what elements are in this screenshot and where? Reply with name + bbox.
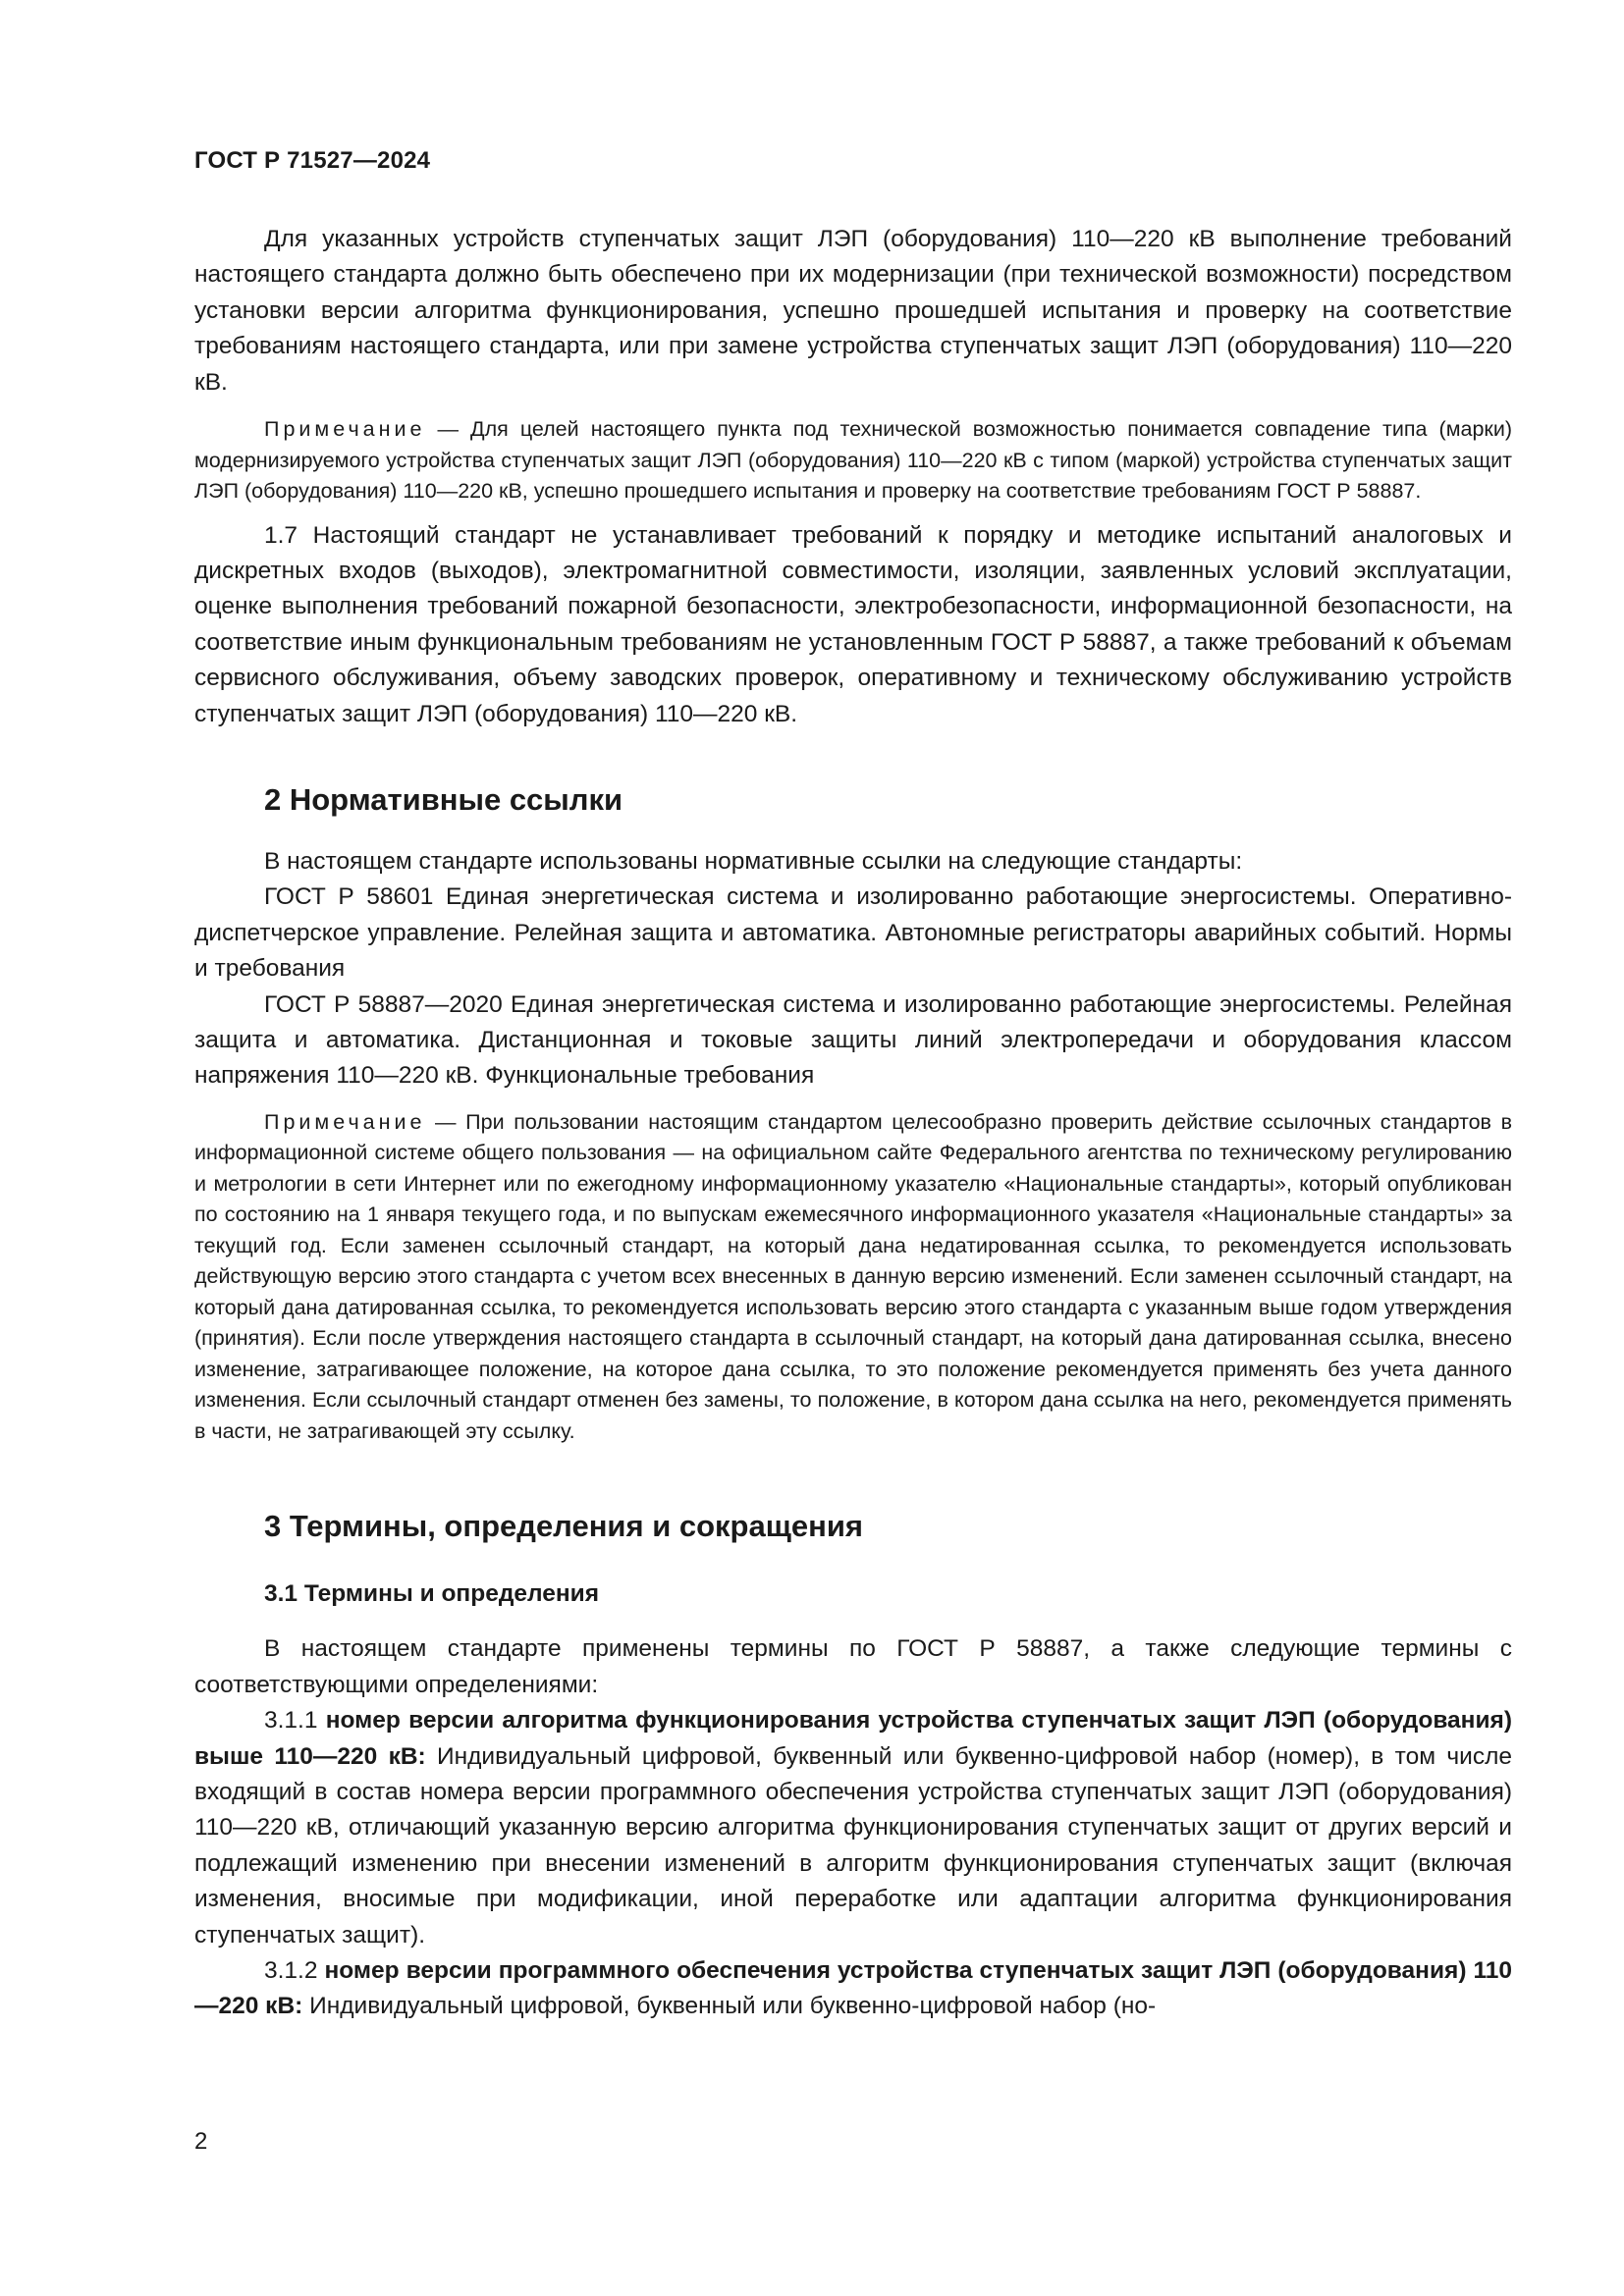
note-references (194, 1107, 1512, 1448)
page-number: 2 (194, 2128, 208, 2155)
term-title: номер версии программного обеспечения устройства ступенчатых защит ЛЭП (оборудования) 110—220 кВ: (194, 1956, 1512, 2020)
term-number: 3.1.1 (264, 1707, 326, 1735)
reference-gost-58601: ГОСТ Р 58601 Единая энергетическая система и изолированно работающие энергосистемы. Оперативно-диспетчерское управление. Релейная защита и автоматика. Автономные регистраторы аварийных событий. Нормы и требования (194, 883, 1512, 983)
section-3-1-heading: 3.1 Термины и определения (264, 1580, 600, 1608)
paragraph-1-7: 1.7 Настоящий стандарт не устанавливает требований к порядку и методике испытаний аналоговых и дискретных входов (выходов), электромагнитной совместимости, изоляции, заявленных условий эксплуатации, оценке выполнения требований пожарной безопасности, электробезопасности, информационной безопасности, на соответствие иным функциональным требованиям не установленным ГОСТ Р 58887, а также требований к объемам сервисного обслуживания, объему заводских проверок, оперативному и техническому обслуживанию устройств ступенчатых защит ЛЭП (оборудования) 110—220 кВ. (194, 521, 1512, 727)
term-definition: Индивидуальный цифровой, буквенный или буквенно-цифровой набор (номер), в том числе входящий в состав номера версии программного обеспечения устройства ступенчатых защит ЛЭП (оборудования) 110—220 кВ, отличающий указанную версию алгоритма функционирования ступенчатых защит от других версий и подлежащий изменению при внесении изменений в алгоритм функционирования ступенчатых защит (включая изменения, вносимые при модификации, иной переработке или адаптации алгоритма функционирования ступенчатых защит). (194, 1742, 1512, 1949)
page-content (194, 222, 1512, 2025)
note-text: — Для целей настоящего пункта под технической возможностью понимается совпадение типа (марки) модернизируемого устройства ступенчатых защит ЛЭП (оборудования) 110—220 кВ с типом (маркой) устройства ступенчатых защит ЛЭП (оборудования) 110—220 кВ, успешно прошедшего испытания и проверку на соответствие требованиям ГОСТ Р 58887. (194, 417, 1512, 504)
document-header: ГОСТ Р 71527—2024 (194, 147, 431, 174)
term-3-1-2 (194, 1953, 1512, 2025)
section-3-heading: 3 Термины, определения и сокращения (264, 1509, 863, 1544)
section-3-intro: В настоящем стандарте применены термины по ГОСТ Р 58887, а также следующие термины с соответствующими определениями: (194, 1635, 1512, 1698)
term-title: номер версии алгоритма функционирования устройства ступенчатых защит ЛЭП (оборудования) выше 110—220 кВ: (194, 1707, 1512, 1770)
section-2-heading: 2 Нормативные ссылки (264, 781, 623, 817)
note-text: — При пользовании настоящим стандартом целесообразно проверить действие ссылочных стандартов в информационной системе общего пользования — на официальном сайте Федерального агентства по техническому регулированию и метрологии в сети Интернет или по ежегодному информационному указателю «Национальные стандарты», который опубликован по состоянию на 1 января текущего года, и по выпускам ежемесячного информационного указателя «Национальные стандарты» за текущий год. Если заменен ссылочный стандарт, на который дана недатированная ссылка, то рекомендуется использовать действующую версию этого стандарта с учетом всех внесенных в данную версию изменений. Если заменен ссылочный стандарт, на который дана датированная ссылка, то рекомендуется использовать версию этого стандарта с указанным выше годом утверждения (принятия). Если после утверждения настоящего стандарта в ссылочный стандарт, на который дана датированная ссылка, внесено изменение, затрагивающее положение, на которое дана ссылка, то это положение рекомендуется применять без учета данного изменения. Если ссылочный стандарт отменен без замены, то положение, в котором дана ссылка на него, рекомендуется применять в части, не затрагивающей эту ссылку. (194, 1109, 1512, 1443)
paragraph-devices: Для указанных устройств ступенчатых защит ЛЭП (оборудования) 110—220 кВ выполнение требований настоящего стандарта должно быть обеспечено при их модернизации (при технической возможности) посредством установки версии алгоритма функционирования, успешно прошедшей испытания и проверку на соответствие требованиям настоящего стандарта, или при замене устройства ступенчатых защит ЛЭП (оборудования) 110—220 кВ. (194, 226, 1512, 396)
note-technical-possibility (194, 414, 1512, 507)
section-2-intro: В настоящем стандарте использованы нормативные ссылки на следующие стандарты: (264, 847, 1243, 875)
term-definition: Индивидуальный цифровой, буквенный или буквенно-цифровой набор (но- (302, 1993, 1157, 2020)
reference-gost-58887: ГОСТ Р 58887—2020 Единая энергетическая система и изолированно работающие энергосистемы. Релейная защита и автоматика. Дистанционная и токовые защиты линий электропередачи и оборудования классом напряжения 110—220 кВ. Функциональные требования (194, 990, 1512, 1090)
term-3-1-1 (194, 1703, 1512, 1953)
note-label: Примечание (264, 1109, 426, 1134)
term-number: 3.1.2 (264, 1956, 325, 1984)
note-label: Примечание (264, 417, 426, 442)
